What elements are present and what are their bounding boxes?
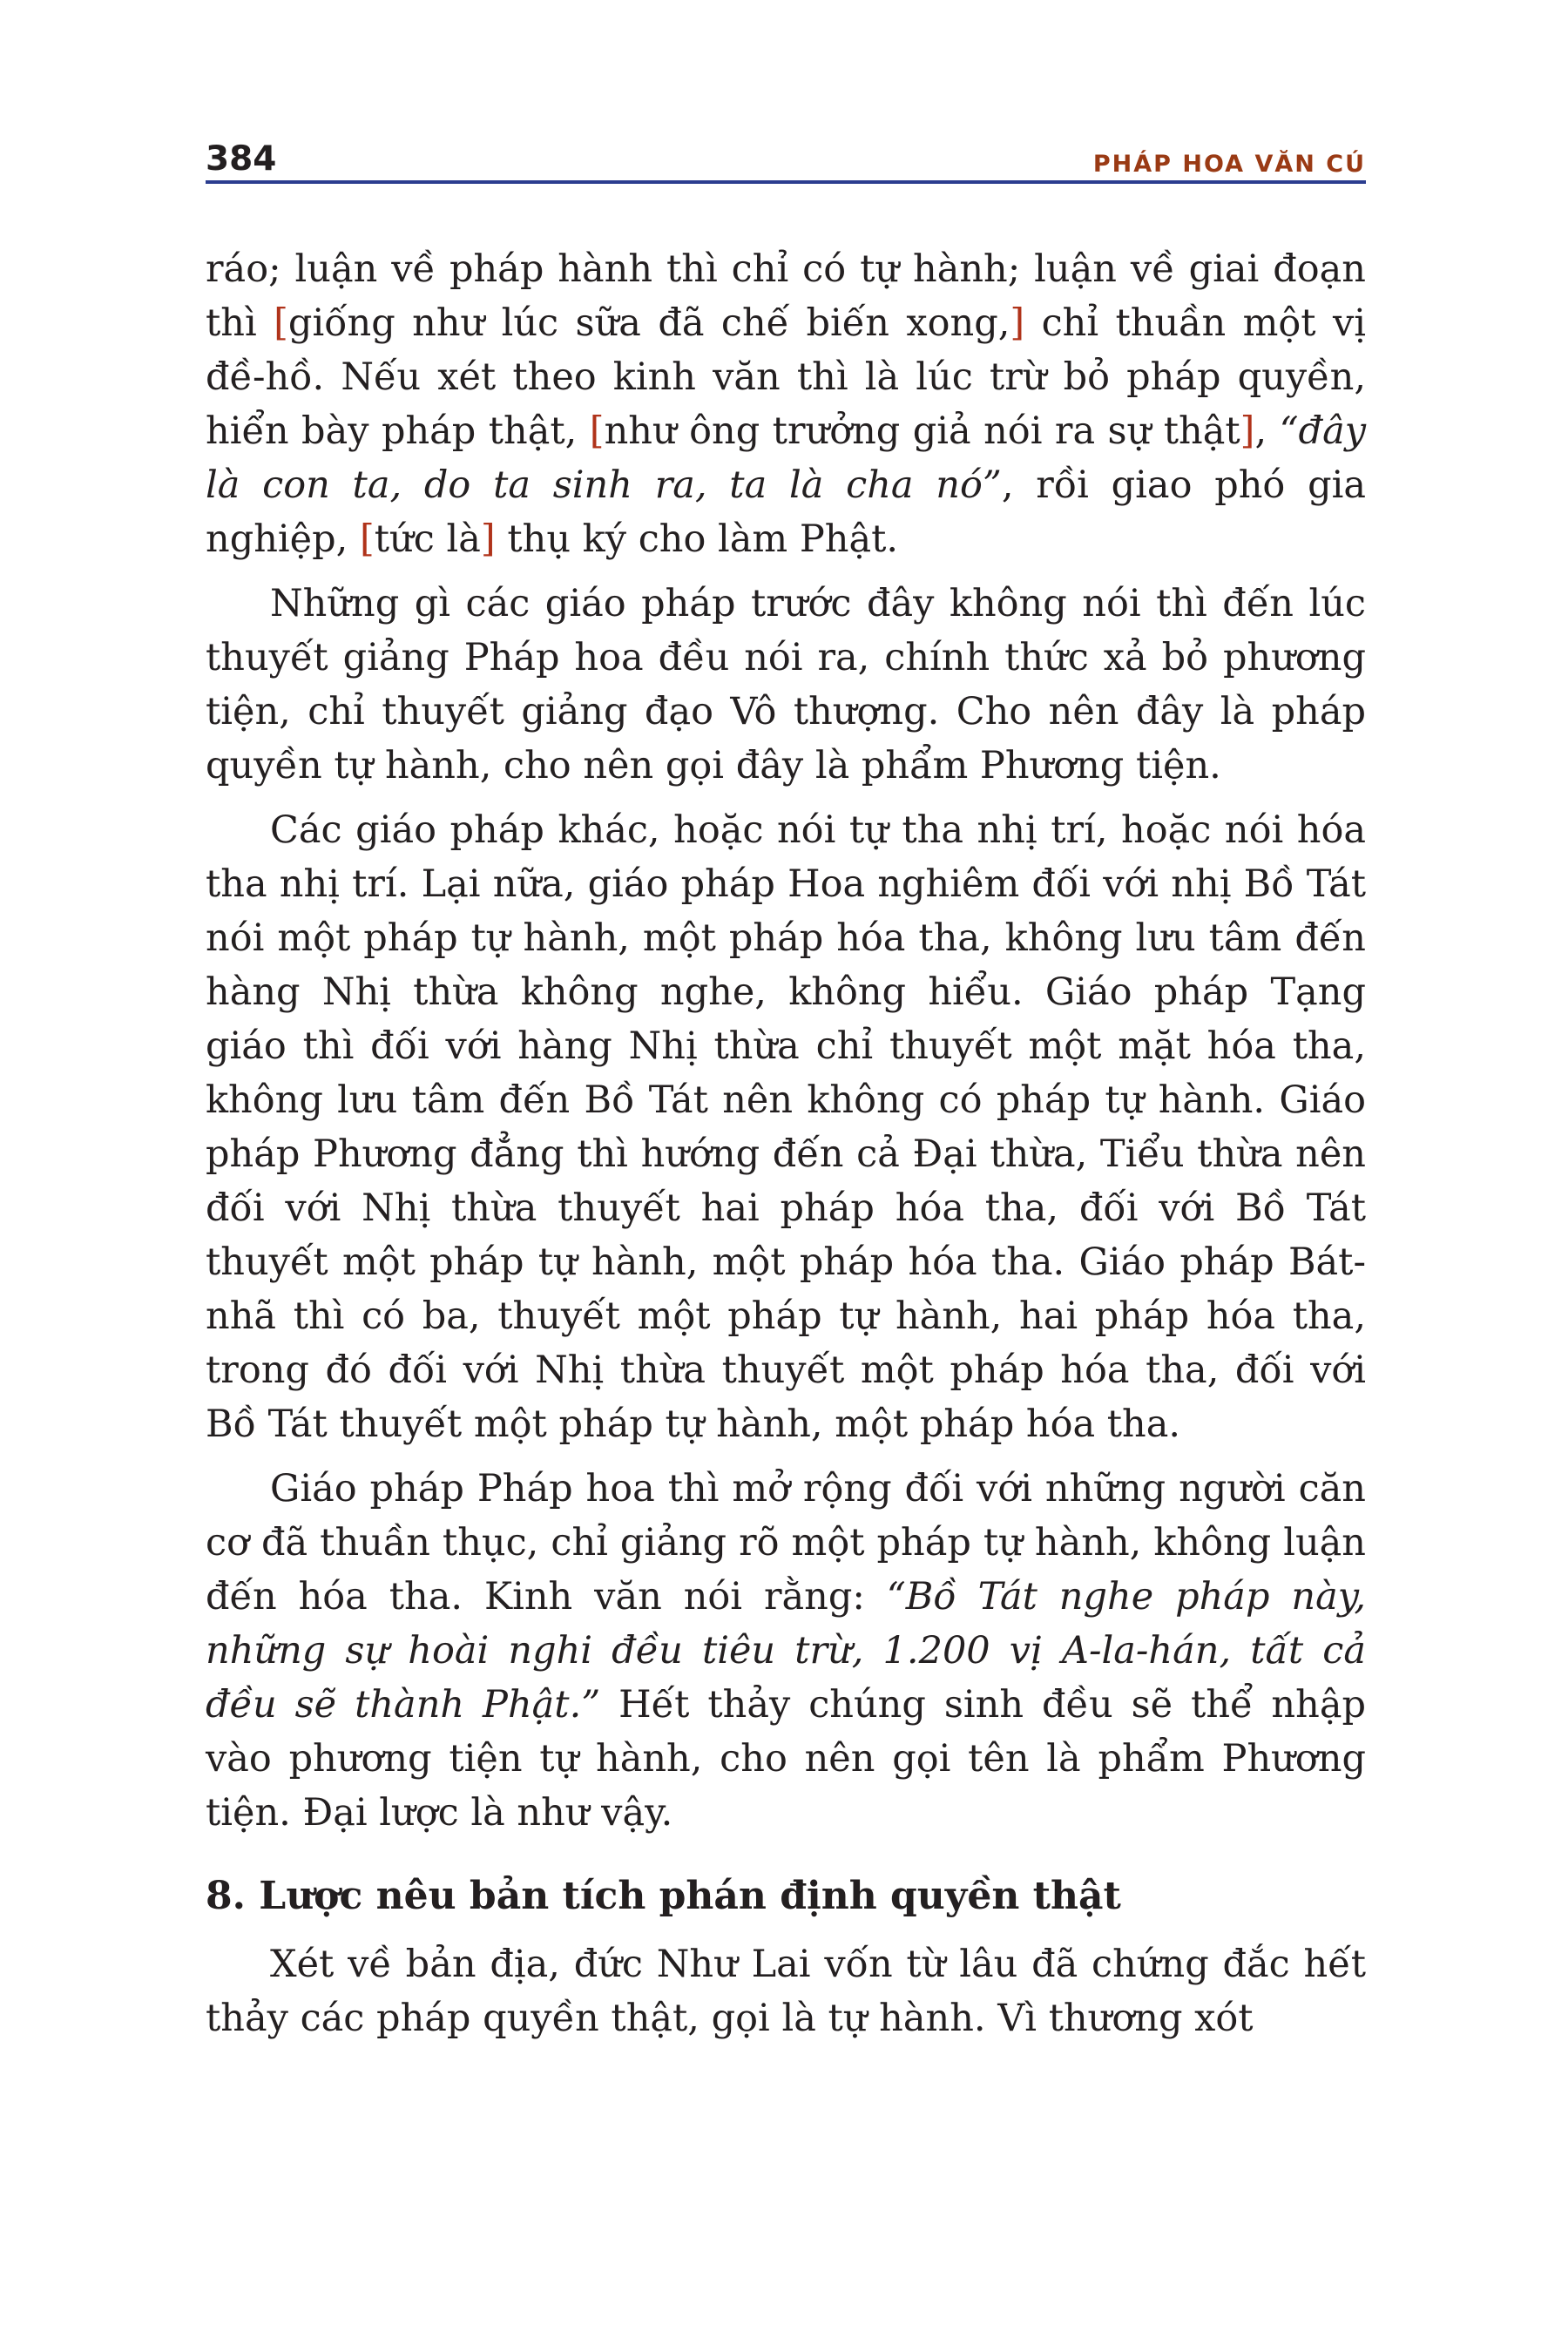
bracket: [ [589,409,605,453]
page-number: 384 [206,139,277,179]
paragraph-3: Các giáo pháp khác, hoặc nói tự tha nhị trí, hoặc nói hóa tha nhị trí. Lại nữa, giáo pháp Hoa nghiêm đối với nhị Bồ Tát nói một pháp tự hành, một pháp hóa tha, không lưu tâm đến hàng Nhị thừa không nghe, không hiểu. Giáo pháp Tạng giáo thì đối với hàng Nhị thừa chỉ thuyết một mặt hóa tha, không lưu tâm đến Bồ Tát nên không có pháp tự hành. Giáo pháp Phương đẳng thì hướng đến cả Đại thừa, Tiểu thừa nên đối với Nhị thừa thuyết hai pháp hóa tha, đối với Bồ Tát thuyết một pháp tự hành, một pháp hóa tha. Giáo pháp Bát-nhã thì có ba, thuyết một pháp tự hành, hai pháp hóa tha, trong đó đối với Nhị thừa thuyết một pháp hóa tha, đối với Bồ Tát thuyết một pháp tự hành, một pháp hóa tha. [206,808,1366,1446]
bracket: [ [274,301,288,345]
bracket: [ [359,517,375,561]
header-rule [206,180,1366,184]
bracket: ] [1240,409,1255,453]
page-body [206,242,1366,2056]
paragraph-4: Giáo pháp Pháp hoa thì mở rộng đối với những người căn cơ đã thuần thục, chỉ giảng rõ một pháp tự hành, không luận đến hóa tha. Kinh văn nói rằng: “Bồ Tát nghe pháp này, những sự hoài nghi đều tiêu trừ, 1.200 vị A-la-hán, tất cả đều sẽ thành Phật.” Hết thảy chúng sinh đều sẽ thể nhập vào phương tiện tự hành, cho nên gọi tên là phẩm Phương tiện. Đại lược là như vậy. [206,1467,1366,1835]
bracket: ] [480,517,496,561]
bracket: ] [1010,301,1025,345]
quotation: “Bồ Tát nghe pháp này, những sự hoài nghi đều tiêu trừ, 1.200 vị A-la-hán, tất cả đều sẽ thành Phật.” [206,1575,1366,1727]
running-header [206,122,1366,179]
section-heading: 8. Lược nêu bản tích phán định quyền thật [206,1874,1121,1918]
paragraph-2: Những gì các giáo pháp trước đây không nói thì đến lúc thuyết giảng Pháp hoa đều nói ra, chính thức xả bỏ phương tiện, chỉ thuyết giảng đạo Vô thượng. Cho nên đây là pháp quyền tự hành, cho nên gọi đây là phẩm Phương tiện. [206,582,1366,787]
paragraph-5: Xét về bản địa, đức Như Lai vốn từ lâu đã chứng đắc hết thảy các pháp quyền thật, gọi là tự hành. Vì thương xót [206,1943,1366,2040]
book-title: PHÁP HOA VĂN CÚ [1092,151,1366,178]
paragraph-1: ráo; luận về pháp hành thì chỉ có tự hành; luận về giai đoạn thì [giống như lúc sữa đã chế biến xong,] chỉ thuần một vị đề-hồ. Nếu xét theo kinh văn thì là lúc trừ bỏ pháp quyền, hiển bày pháp thật, [như ông trưởng giả nói ra sự thật], “đây là con ta, do ta sinh ra, ta là cha nó”, rồi giao phó gia nghiệp, [tức là] thụ ký cho làm Phật. [206,247,1367,561]
quotation: “đây là con ta, do ta sinh ra, ta là cha nó” [206,409,1366,507]
